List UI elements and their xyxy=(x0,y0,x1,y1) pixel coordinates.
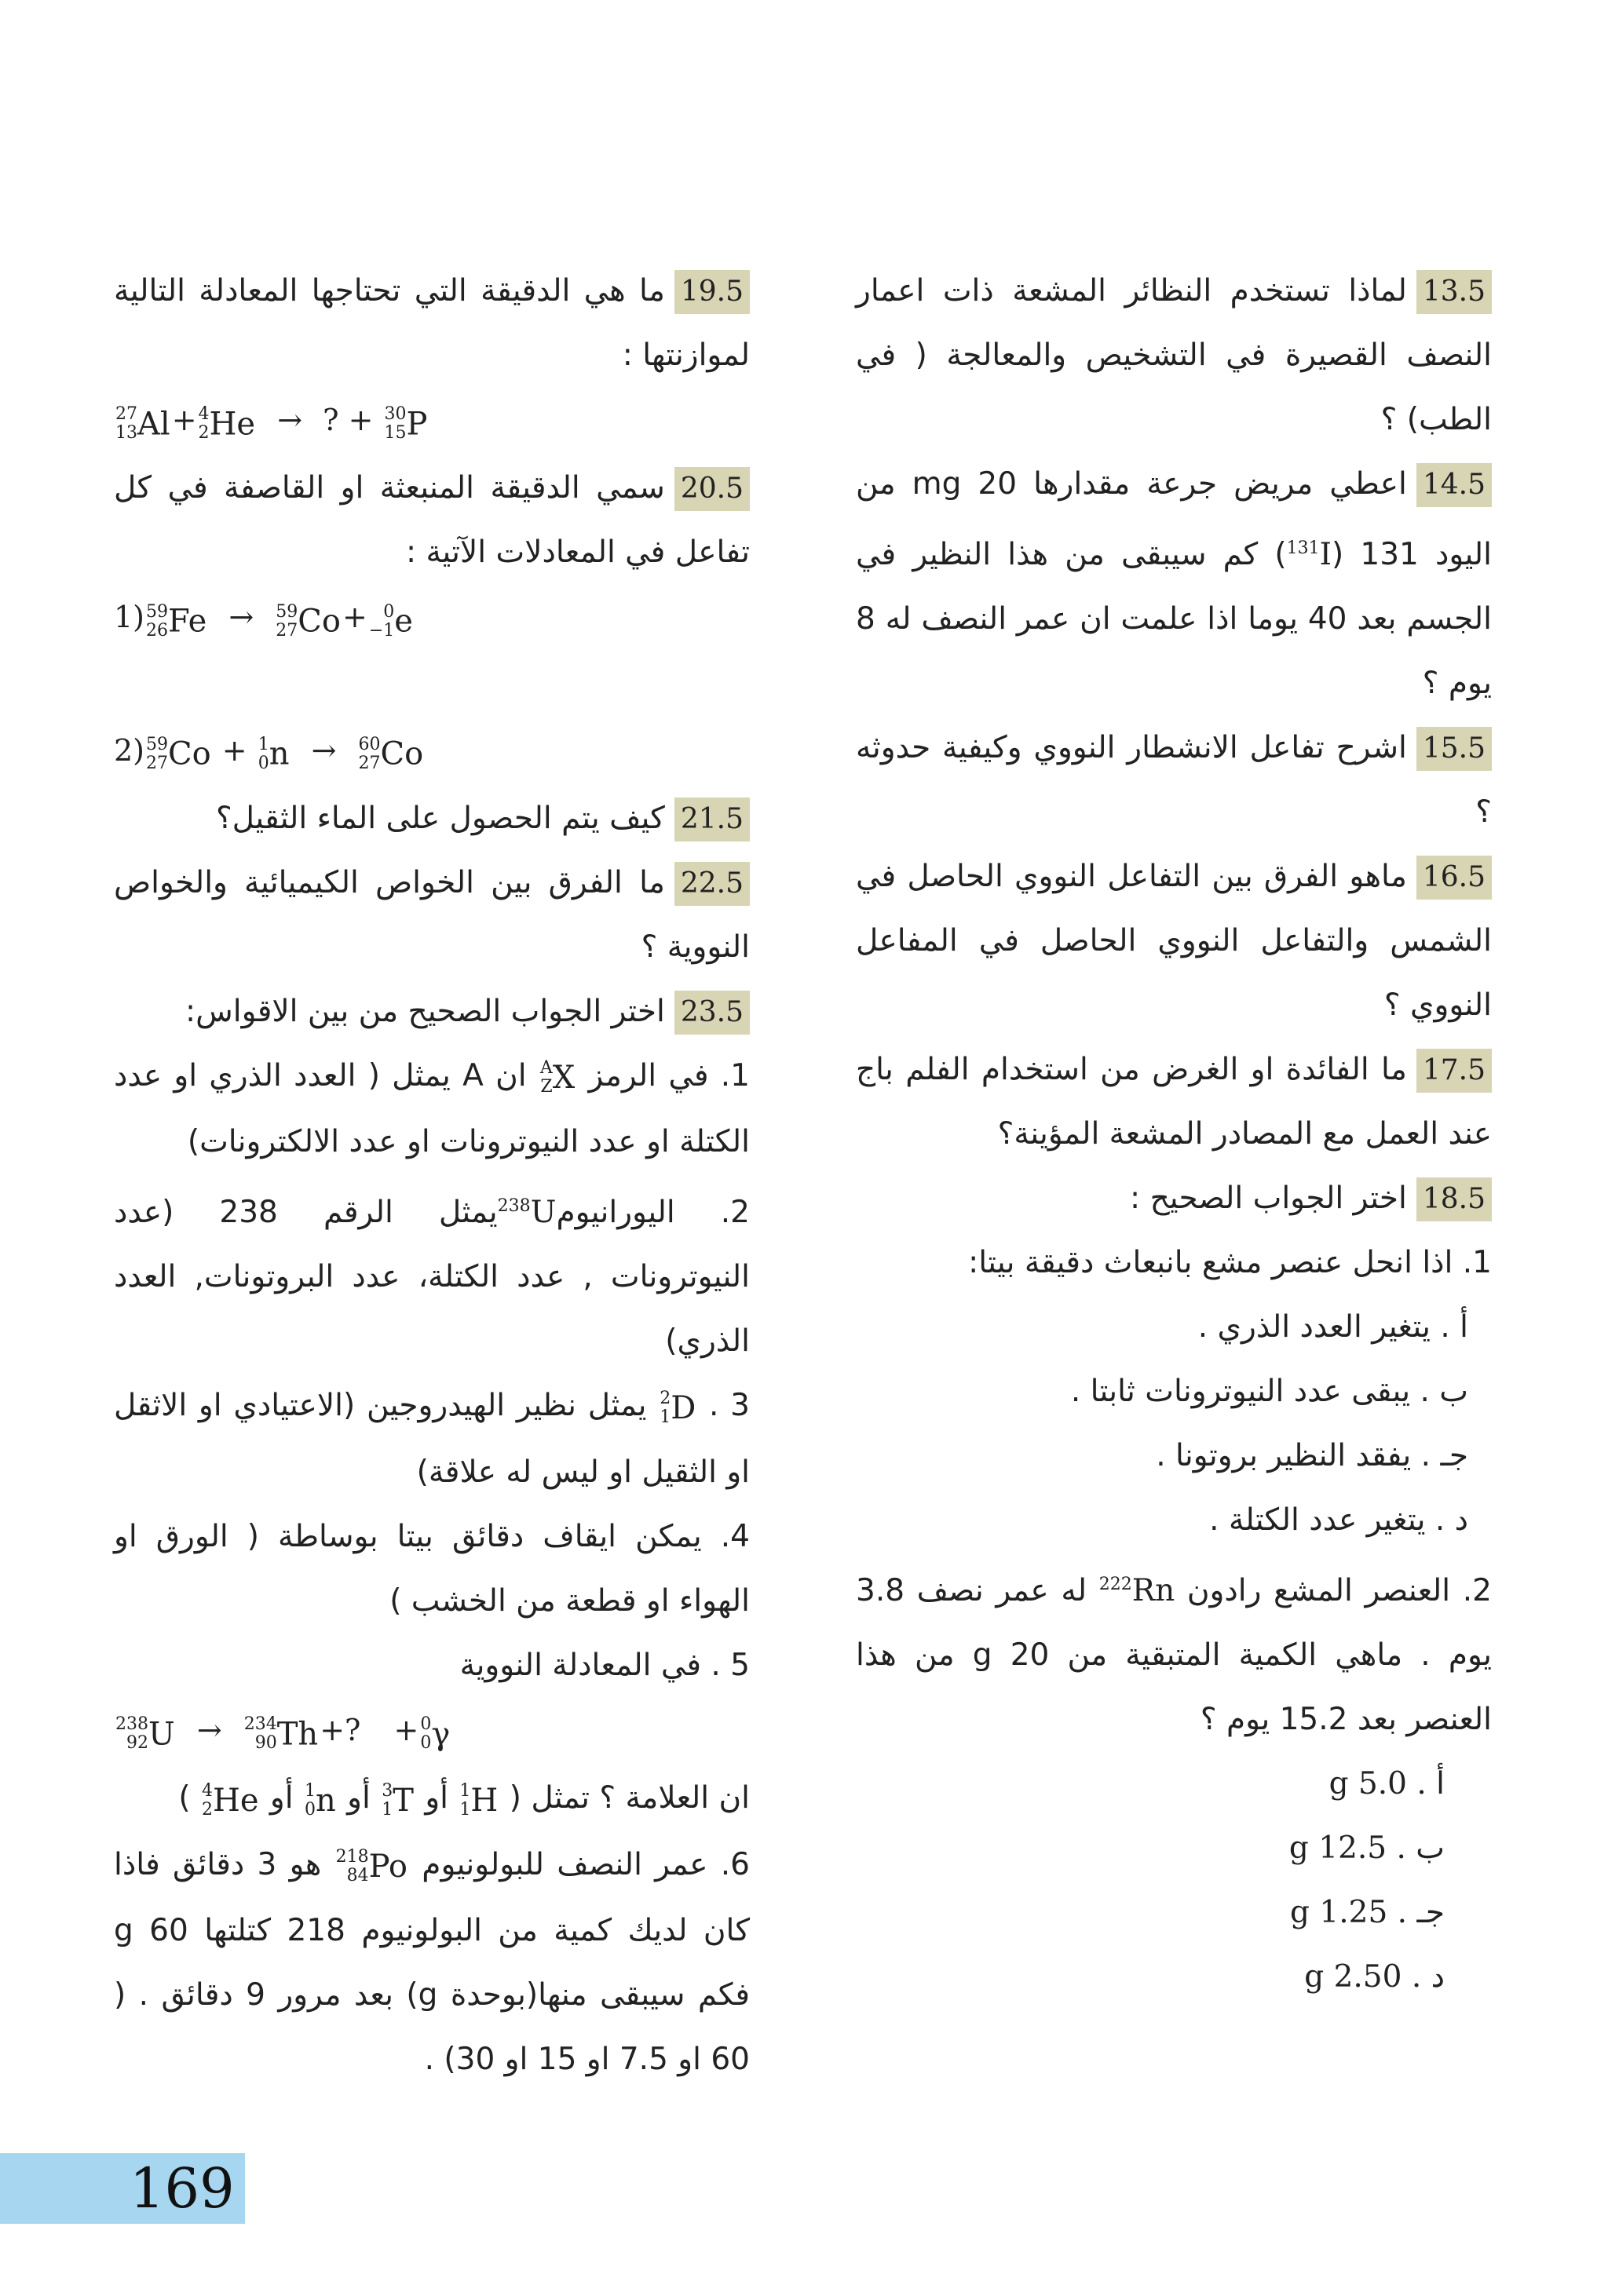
question-14-5 xyxy=(856,452,1492,716)
deuterium-symbol: 2 1 D xyxy=(660,1388,696,1427)
item-5-answer: ان العلامة ؟ تمثل ( 1 1 H أو 3 1 T أو 1 0 n أو 4 2 He ) xyxy=(178,1780,750,1820)
question-text: سمي الدقيقة المنبعثة او القاصفة في كل تفاعل في المعادلات الآتية : xyxy=(114,470,750,571)
question-16-5 xyxy=(856,845,1492,1038)
question-number: 21.5 xyxy=(674,798,750,841)
question-text: ) كم سيبقى من هذا النظير في الجسم بعد 40 يوما اذا علمت ان عمر النصف له 8 يوم ؟ xyxy=(856,537,1493,701)
item-6: 6. عمر النصف للبولونيوم 218 84 Po هو 3 دقائق فاذا كان لديك كمية من البولونيوم 218 كتلتها 60 g فكم سيبقى منها(بوحدة g) بعد مرور 9 دقائق . ( 60 او 7.5 او 15 او 30) . xyxy=(114,1833,750,2093)
question-text: ما الفائدة او الغرض من استخدام الفلم باج عند العمل مع المصادر المشعة المؤينة؟ xyxy=(856,1052,1492,1152)
question-text: ماهو الفرق بين التفاعل النووي الحاصل في الشمس والتفاعل النووي الحاصل في المفاعل النووي ؟ xyxy=(856,859,1492,1023)
question-number: 22.5 xyxy=(674,862,750,906)
question-number: 19.5 xyxy=(674,270,750,314)
option: د . 2.50 g xyxy=(1304,1959,1445,1995)
arrow-icon: → xyxy=(311,732,337,768)
question-number: 23.5 xyxy=(674,991,750,1035)
question-number: 14.5 xyxy=(1416,463,1492,507)
symbol-x: A Z X xyxy=(539,1058,576,1097)
question-20-5 xyxy=(114,456,750,585)
option: جـ . يفقد النظير بروتونا . xyxy=(1156,1438,1468,1473)
option: أ . يتغير العدد الذري . xyxy=(1197,1309,1468,1345)
arrow-icon: → xyxy=(228,600,254,635)
uranium-symbol: $^{238}$U xyxy=(497,1195,557,1231)
question-text: كيف يتم الحصول على الماء الثقيل؟ xyxy=(215,800,665,836)
question-13-5 xyxy=(856,259,1492,452)
question-number: 20.5 xyxy=(674,467,750,511)
equation-19: 27 13 Al+ 4 2 He → ? + 30 15 P xyxy=(115,403,428,444)
question-text: ما الفرق بين الخواص الكيميائية والخواص النووية ؟ xyxy=(114,864,750,965)
question-21-5 xyxy=(114,787,750,851)
question-number: 16.5 xyxy=(1416,856,1492,900)
question-number: 17.5 xyxy=(1416,1049,1492,1093)
question-text: لماذا تستخدم النظائر المشعة ذات اعمار النصف القصيرة في التشخيص والمعالجة ( في الطب) ؟ xyxy=(856,273,1492,437)
arrow-icon: → xyxy=(277,403,303,437)
question-19-5 xyxy=(114,259,750,388)
left-column xyxy=(114,259,750,2092)
item-2: 2. اليورانيوم$^{238}$Uيمثل الرقم 238 (عدد النيوترونات , عدد الكتلة، عدد البروتونات, العدد الذري) xyxy=(114,1195,750,1360)
question-text: اعطي مريض جرعة مقدارها 20 mg من اليود 131 ( xyxy=(856,466,1492,572)
question-17-5 xyxy=(856,1038,1492,1166)
page-number-tab xyxy=(0,2153,245,2224)
question-text: اشرح تفاعل الانشطار النووي وكيفية حدوثه ؟ xyxy=(856,730,1492,830)
question-22-5 xyxy=(114,851,750,980)
question-number: 13.5 xyxy=(1416,270,1492,314)
option: جـ . 1.25 g xyxy=(1290,1895,1445,1930)
right-column xyxy=(856,259,1492,2009)
item-5: 5 . في المعادلة النووية xyxy=(459,1647,750,1683)
radon-symbol: $^{222}$Rn xyxy=(1098,1573,1175,1608)
question-15-5 xyxy=(856,716,1492,845)
question-text: اختر الجواب الصحيح : xyxy=(1130,1181,1407,1216)
option: د . يتغير عدد الكتلة . xyxy=(1209,1502,1468,1538)
polonium-symbol: 218 84 Po xyxy=(335,1847,408,1885)
arrow-icon: → xyxy=(196,1712,222,1747)
question-number: 15.5 xyxy=(1416,727,1492,771)
option: ب . يبقى عدد النيوترونات ثابتا . xyxy=(1070,1374,1468,1409)
question-text: اختر الجواب الصحيح من بين الاقواس: xyxy=(185,993,665,1029)
item-3: 3 . 2 1 D يمثل نظير الهيدروجين (الاعتيادي او الاثقل او الثقيل او ليس له علاقة) xyxy=(114,1374,750,1505)
question-text: ما هي الدقيقة التي تحتاجها المعادلة التالية لموازنتها : xyxy=(114,273,750,373)
option: أ . 5.0 g xyxy=(1328,1766,1445,1801)
item-1: 1. في الرمز A Z X ان A يمثل ( العدد الذري او عدد الكتلة او عدد النيوترونات او عدد الالكترونات) xyxy=(114,1044,750,1175)
equation-5: 238 92 U → 234 90 Th+? + 0 0 γ xyxy=(115,1712,451,1753)
item-4: 4. يمكن ايقاف دقائق بيتا بوساطة ( الورق او الهواء او قطعة من الخشب ) xyxy=(114,1518,750,1619)
equation-1: 1) 59 26 Fe → 59 27 Co+ 0 −1 e xyxy=(114,600,413,641)
equation-2: 2) 59 27 Co + 1 0 n → 60 27 Co xyxy=(114,732,424,773)
question-number: 18.5 xyxy=(1416,1177,1492,1221)
option: ب . 12.5 g xyxy=(1288,1831,1445,1866)
question-18-5-part-1: 1. اذا انحل عنصر مشع بانبعاث دقيقة بيتا: xyxy=(968,1245,1492,1280)
iodine-symbol: $^{131}$I xyxy=(1286,537,1332,572)
question-18-5-part-2: 2. العنصر المشع رادون $^{222}$Rn له عمر نصف 3.8 يوم . ماهي الكمية المتبقية من 20 g من هذا العنصر بعد 15.2 يوم ؟ xyxy=(856,1573,1492,1737)
question-23-5 xyxy=(114,980,750,1044)
page-number: 169 xyxy=(130,2156,235,2221)
question-18-5 xyxy=(856,1166,1492,1231)
